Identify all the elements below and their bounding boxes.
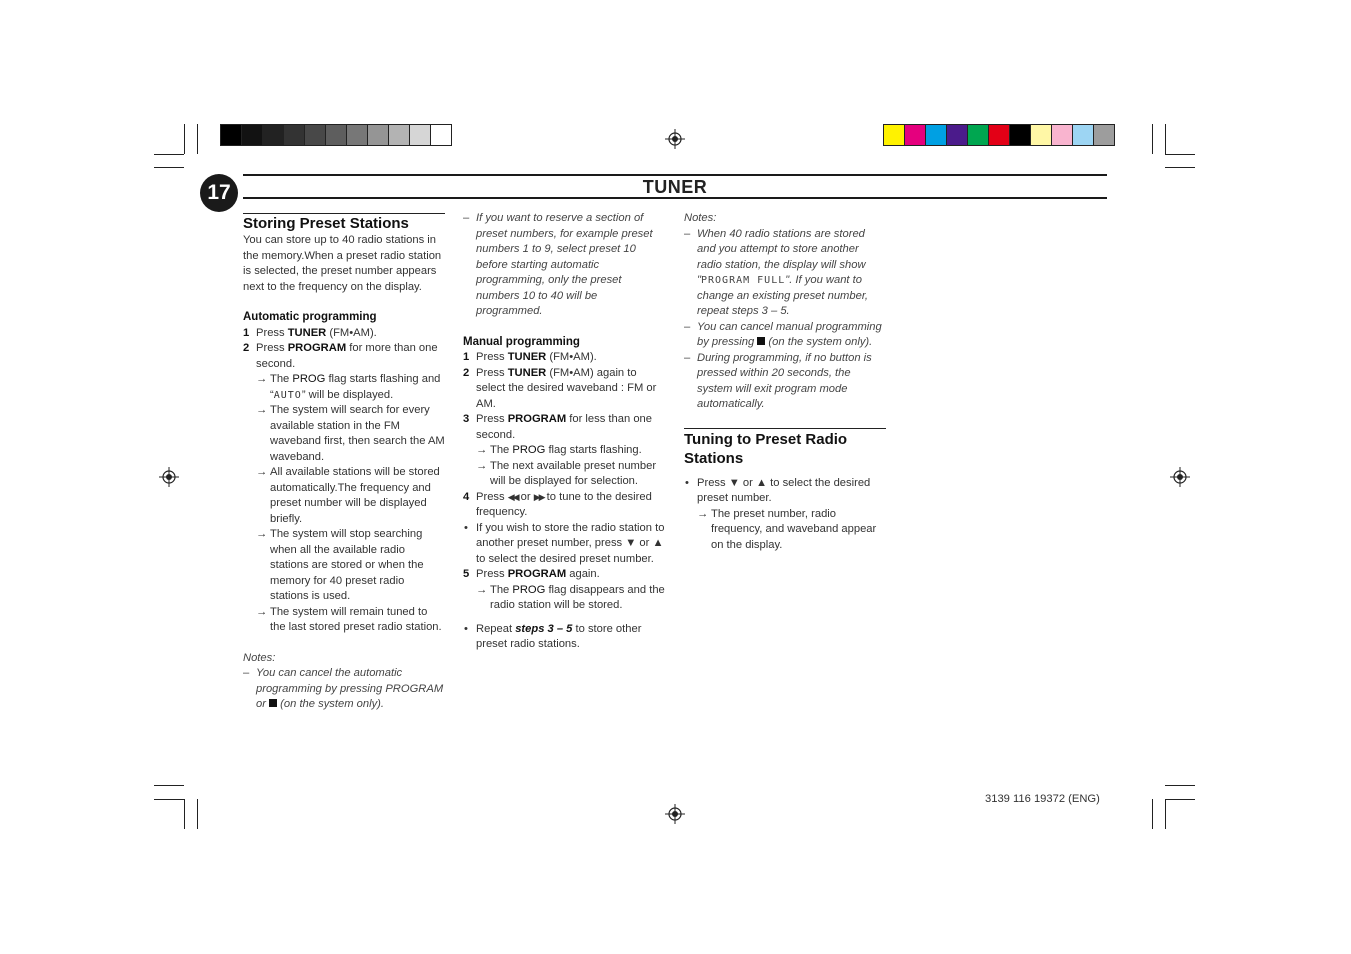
- bullet-item: • Press ▼ or ▲ to select the desired preset number.: [685, 476, 871, 504]
- crop-mark: [184, 799, 185, 829]
- color-swatch: [968, 125, 989, 145]
- arrow-icon: →: [256, 528, 268, 540]
- crop-mark: [154, 785, 184, 786]
- header-rule-top: [243, 174, 1107, 176]
- result-item: → The PROG flag starts flashing.: [463, 443, 666, 459]
- lcd-text: AUTO: [273, 389, 302, 401]
- arrow-icon: →: [697, 507, 709, 520]
- grayscale-color-bar: [220, 124, 452, 146]
- process-color-bar: [883, 124, 1115, 146]
- color-swatch: [1094, 125, 1114, 145]
- result-item: → All available stations will be stored automatically.The frequency and preset number will be displayed briefly.: [256, 466, 440, 525]
- crop-mark: [1165, 799, 1166, 829]
- color-swatch: [410, 125, 431, 145]
- result-item: → The PROG flag starts flashing and “AUTO” will be displayed.: [256, 373, 441, 401]
- crop-mark: [184, 124, 185, 154]
- fast-forward-icon: ▶▶: [533, 491, 544, 502]
- step-4: 4 Press ◀◀ or ▶▶ to tune to the desired frequency.: [463, 490, 652, 518]
- heading-storing-preset-stations: Storing Preset Stations: [243, 213, 445, 233]
- color-swatch: [1073, 125, 1094, 145]
- notes-label: Notes:: [243, 651, 276, 664]
- color-swatch: [926, 125, 947, 145]
- step-2: 2 Press PROGRAM for more than one second.: [243, 342, 438, 370]
- crop-mark: [1165, 785, 1195, 786]
- color-swatch: [389, 125, 410, 145]
- section-title: TUNER: [642, 177, 708, 197]
- rewind-icon: ◀◀: [507, 491, 518, 502]
- note-item: – During programming, if no button is pressed within 20 seconds, the system will exit program mode automatically.: [684, 351, 872, 410]
- color-swatch: [1031, 125, 1052, 145]
- arrow-icon: →: [476, 444, 488, 456]
- arrow-icon: →: [476, 583, 488, 596]
- registration-mark-icon: [159, 467, 179, 487]
- crop-mark: [154, 799, 184, 800]
- crop-mark: [1165, 799, 1195, 800]
- color-swatch: [431, 125, 451, 145]
- result-item: → The system will stop searching when all the available radio stations are stored or when the memory for 40 preset radio stations is used.: [256, 528, 424, 602]
- registration-mark-icon: [665, 129, 685, 149]
- crop-mark: [1152, 799, 1153, 829]
- color-swatch: [989, 125, 1010, 145]
- result-item: → The next available preset number will be displayed for selection.: [476, 459, 657, 487]
- header-rule-bottom: [243, 197, 1107, 199]
- up-arrow-icon: ▲: [652, 537, 664, 549]
- heading-automatic-programming: Automatic programming: [243, 311, 377, 323]
- crop-mark: [197, 799, 198, 829]
- registration-mark-icon: [665, 804, 685, 824]
- color-swatch: [326, 125, 347, 145]
- step-5: 5 Press PROGRAM again.: [463, 568, 600, 580]
- crop-mark: [1152, 124, 1153, 154]
- crop-mark: [154, 154, 184, 155]
- note-item: – You can cancel manual programming by pressing (on the system only).: [684, 320, 882, 348]
- result-item: → The PROG flag disappears and the radio station will be stored.: [476, 583, 665, 611]
- color-swatch: [263, 125, 284, 145]
- page-number-badge: 17: [200, 174, 238, 212]
- down-arrow-icon: ▼: [625, 537, 637, 549]
- column-3: [684, 211, 886, 553]
- crop-mark: [1165, 167, 1195, 168]
- arrow-icon: →: [256, 404, 268, 416]
- registration-mark-icon: [1170, 467, 1190, 487]
- color-swatch: [242, 125, 263, 145]
- step-2: 2 Press TUNER (FM•AM) again to select the desired waveband : FM or AM.: [463, 366, 657, 410]
- down-arrow-icon: ▼: [728, 476, 740, 489]
- crop-mark: [154, 167, 184, 168]
- heading-tuning-to-preset: Tuning to Preset Radio Stations: [684, 428, 886, 468]
- step-1: 1 Press TUNER (FM•AM).: [243, 326, 377, 339]
- arrow-icon: →: [476, 459, 488, 472]
- bullet-item: • If you wish to store the radio station to another preset number, press ▼ or ▲ to select the desired preset number.: [464, 521, 665, 565]
- color-swatch: [368, 125, 389, 145]
- result-item: → The system will remain tuned to the last stored preset radio station.: [256, 605, 442, 633]
- color-swatch: [905, 125, 926, 145]
- color-swatch: [1052, 125, 1073, 145]
- arrow-icon: →: [256, 373, 268, 385]
- result-item: → The system will search for every available station in the FM waveband first, then search the AM waveband.: [256, 404, 445, 463]
- color-swatch: [284, 125, 305, 145]
- heading-manual-programming: Manual programming: [463, 335, 580, 348]
- color-swatch: [1010, 125, 1031, 145]
- note-item: – If you want to reserve a section of preset numbers, for example preset numbers 1 to 9, select preset 10 before starting automatic programming, only the preset numbers 10 to 40 will be programmed.: [463, 212, 653, 317]
- color-swatch: [221, 125, 242, 145]
- step-3: 3 Press PROGRAM for less than one second.: [463, 413, 652, 441]
- notes-label: Notes:: [684, 212, 717, 224]
- color-swatch: [884, 125, 905, 145]
- color-swatch: [347, 125, 368, 145]
- arrow-icon: →: [256, 466, 268, 478]
- column-2: [463, 211, 666, 653]
- intro-paragraph: You can store up to 40 radio stations in the memory.When a preset radio station is selected, the preset number appears next to the frequency on the display.: [243, 234, 442, 293]
- note-item: – You can cancel the automatic programming by pressing PROGRAM or (on the system only).: [243, 667, 444, 710]
- note-item: – When 40 radio stations are stored and you attempt to store another radio station, the display will show "PROGRAM FULL". If you want to change an existing preset number, repeat steps 3 – 5.: [684, 227, 869, 317]
- stop-icon: [269, 699, 277, 707]
- bullet-item: • Repeat steps 3 – 5 to store other preset radio stations.: [464, 622, 642, 650]
- column-1: [243, 213, 445, 713]
- step-1: 1 Press TUNER (FM•AM).: [463, 351, 597, 363]
- crop-mark: [1165, 124, 1166, 154]
- color-swatch: [305, 125, 326, 145]
- arrow-icon: →: [256, 605, 268, 618]
- crop-mark: [197, 124, 198, 154]
- color-swatch: [947, 125, 968, 145]
- crop-mark: [1165, 154, 1195, 155]
- document-code: 3139 116 19372 (ENG): [985, 793, 1100, 805]
- result-item: → The preset number, radio frequency, and waveband appear on the display.: [697, 507, 877, 551]
- lcd-text: PROGRAM FULL: [700, 275, 786, 286]
- up-arrow-icon: ▲: [755, 476, 768, 489]
